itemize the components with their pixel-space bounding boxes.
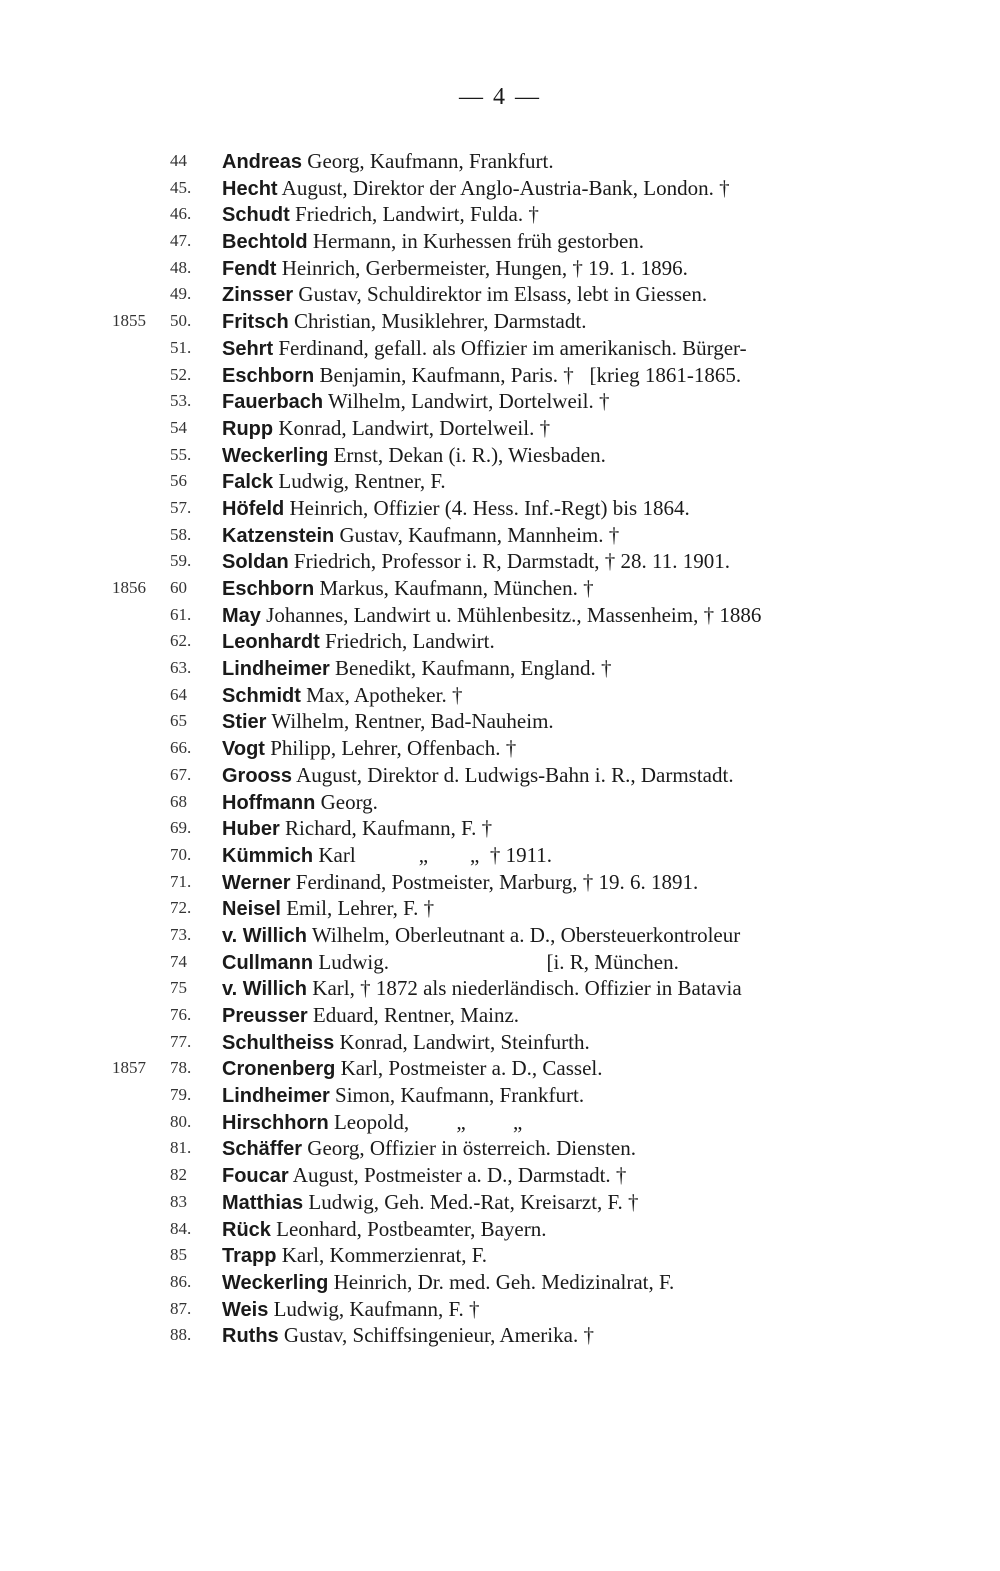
entry-text [222,362,741,390]
list-item [0,495,1000,522]
entry-details: Gustav, Schuldirektor im Elsass, lebt in Giessen. [293,282,708,307]
entry-text [222,228,644,256]
entry-details: Ferdinand, gefall. als Offizier im amerikanisch. Bürger- [273,335,747,360]
list-item [0,869,1000,896]
entry-details: Georg, Offizier in österreich. Diensten. [302,1136,636,1161]
entry-text [222,655,611,683]
entry-number: 68 [170,791,187,811]
entry-text [222,175,730,203]
entry-surname: Huber [222,818,280,841]
entry-details: Ludwig. [i. R, München. [313,949,679,974]
entry-number: 50. [170,311,192,331]
entry-details: Benedikt, Kaufmann, England. † [329,656,612,681]
entry-number: 74 [170,951,187,971]
entry-details: Georg, Kaufmann, Frankfurt. [302,149,554,173]
entry-text [222,335,747,363]
entry-surname: v. Willich [222,978,308,1001]
entry-number: 87. [170,1298,192,1318]
list-item [0,895,1000,922]
entry-details: Gustav, Schiffsingenieur, Amerika. † [278,1323,594,1348]
list-item [0,281,1000,308]
entry-details: Philipp, Lehrer, Offenbach. † [264,736,517,761]
entry-number: 62. [170,631,192,651]
entry-text [222,1135,636,1163]
entry-number: 70. [170,844,192,864]
list-item [0,415,1000,442]
list-item [0,548,1000,575]
entry-number: 63. [170,658,192,678]
entry-text [222,922,740,950]
entry-surname: Fauerbach [222,391,324,414]
entry-surname: Werner [222,871,291,894]
entry-number: 44 [170,151,187,170]
entry-details: Karl, Postmeister a. D., Cassel. [335,1056,603,1081]
entry-details: Johannes, Landwirt u. Mühlenbesitz., Massenheim, † 1886 [260,602,762,627]
entry-surname: May [222,604,261,627]
entry-details: August, Direktor der Anglo-Austria-Bank, London. † [277,175,730,200]
entry-surname: Schultheiss [222,1031,335,1054]
entry-number: 57. [170,497,192,517]
entry-number: 72. [170,898,192,918]
entry-surname: Stier [222,711,267,734]
entry-text [222,1189,639,1217]
entry-number: 85 [170,1245,187,1265]
entry-number: 81. [170,1138,192,1158]
entry-year: 1857 [112,1058,146,1078]
list-item [0,1109,1000,1136]
entry-text [222,148,554,176]
list-item [0,1322,1000,1349]
entry-details: Friedrich, Landwirt, Fulda. † [289,202,539,227]
list-item [0,1242,1000,1269]
entry-number: 64 [170,684,187,704]
entry-details: Heinrich, Offizier (4. Hess. Inf.-Regt) bis 1864. [284,495,690,520]
entry-details: Ferdinand, Postmeister, Marburg, † 19. 6. 1891. [290,869,699,894]
entry-details: Ludwig, Rentner, F. [273,469,446,494]
entry-details: Ludwig, Kaufmann, F. † [268,1296,480,1321]
entry-details: Heinrich, Gerbermeister, Hungen, † 19. 1. 1896. [276,255,688,280]
entry-number: 67. [170,764,192,784]
entry-surname: Eschborn [222,364,315,387]
entry-surname: Leonhardt [222,631,320,654]
entry-details: Eduard, Rentner, Mainz. [307,1003,520,1027]
entry-text [222,708,554,736]
entry-text [222,1269,674,1297]
entry-surname: Lindheimer [222,1085,330,1108]
entry-details: Emil, Lehrer, F. † [280,896,435,921]
entry-number: 73. [170,924,192,944]
list-item [0,655,1000,682]
entry-details: Ernst, Dekan (i. R.), Wiesbaden. [328,442,606,467]
entry-details: August, Postmeister a. D., Darmstadt. † [288,1163,627,1188]
list-item [0,148,1000,175]
entry-text [222,735,516,763]
entry-details: Simon, Kaufmann, Frankfurt. [329,1083,585,1108]
list-item [0,628,1000,655]
entry-surname: Foucar [222,1165,289,1188]
entry-details: Wilhelm, Oberleutnant a. D., Obersteuerkontroleur [307,922,741,947]
entry-text [222,495,690,523]
entry-number: 56 [170,471,187,491]
entry-number: 45. [170,177,192,197]
list-item [0,1296,1000,1323]
list-item [0,842,1000,869]
entry-details: Karl, Kommerzienrat, F. [276,1243,488,1268]
entry-details: Hermann, in Kurhessen früh gestorben. [307,229,645,254]
entry-surname: Weckerling [222,444,329,467]
entry-surname: Vogt [222,738,265,761]
entry-number: 79. [170,1085,192,1105]
entry-number: 86. [170,1271,192,1291]
entry-number: 78. [170,1058,192,1078]
list-item [0,575,1000,602]
entry-surname: Weis [222,1298,269,1321]
entry-details: Konrad, Landwirt, Steinfurth. [334,1029,590,1054]
entry-surname: Soldan [222,551,289,574]
list-item [0,362,1000,389]
entry-text [222,1109,522,1137]
entry-surname: Lindheimer [222,658,330,681]
entry-text [222,682,462,710]
list-item [0,922,1000,949]
entry-number: 65 [170,711,187,731]
entry-number: 76. [170,1005,192,1024]
entry-details: Ludwig, Geh. Med.-Rat, Kreisarzt, F. † [303,1189,639,1214]
entry-text [222,762,734,790]
entry-surname: Trapp [222,1245,277,1268]
entry-text [222,1162,626,1190]
entry-surname: Eschborn [222,578,315,600]
list-item [0,815,1000,842]
entry-text [222,308,586,336]
list-item [0,1082,1000,1109]
entry-surname: Schudt [222,204,290,227]
entry-number: 51. [170,337,192,357]
entry-text [222,602,761,630]
entry-number: 49. [170,284,192,304]
entry-surname: Höfeld [222,497,285,520]
entry-surname: Matthias [222,1191,304,1214]
entry-text [222,1082,584,1110]
entry-details: Leonhard, Postbeamter, Bayern. [270,1216,547,1241]
entry-surname: Grooss [222,764,293,787]
list-item [0,255,1000,282]
list-item [0,789,1000,816]
entry-number: 59. [170,551,192,571]
entry-text [222,522,619,550]
entry-text [222,1216,546,1244]
entry-surname: Rupp [222,417,274,440]
entry-text [222,468,446,496]
entry-surname: Schäffer [222,1138,303,1161]
entry-number: 83 [170,1191,187,1211]
entry-surname: Hoffmann [222,791,316,814]
entry-surname: Hirschhorn [222,1111,329,1134]
entry-surname: Katzenstein [222,524,335,547]
list-item [0,682,1000,709]
entry-number: 53. [170,391,192,411]
entry-number: 61. [170,604,192,624]
entry-surname: v. Willich [222,924,308,947]
entry-year: 1855 [112,311,146,331]
entry-surname: Fritsch [222,311,289,334]
entry-number: 48. [170,257,192,277]
list-item [0,388,1000,415]
list-item [0,468,1000,495]
entry-text [222,1296,480,1324]
entry-number: 52. [170,364,192,384]
entry-text [222,1242,487,1270]
list-item [0,1269,1000,1296]
entry-text [222,842,552,870]
entry-surname: Rück [222,1218,271,1241]
entry-text [222,255,688,283]
entry-details: Karl „ „ † 1911. [313,842,553,867]
entry-number: 84. [170,1218,192,1238]
entry-text [222,442,606,470]
entry-surname: Falck [222,471,274,494]
entry-details: Christian, Musiklehrer, Darmstadt. [288,309,587,334]
list-item [0,1002,1000,1029]
entry-details: Georg. [315,789,378,814]
entry-surname: Neisel [222,898,281,921]
entry-number: 55. [170,444,192,464]
entry-number: 71. [170,871,192,891]
entry-details: Gustav, Kaufmann, Mannheim. † [334,522,620,547]
entry-number: 80. [170,1111,192,1131]
entry-text [222,1002,519,1030]
entry-number: 77. [170,1031,192,1051]
list-item [0,949,1000,976]
entry-details: Markus, Kaufmann, München. † [314,576,594,600]
entry-text [222,895,434,923]
entry-text [222,1029,590,1057]
entry-text [222,815,492,843]
entry-list [0,148,1000,1349]
list-item [0,708,1000,735]
entry-text [222,1055,602,1083]
list-item [0,201,1000,228]
entry-number: 66. [170,738,192,758]
entry-details: Wilhelm, Rentner, Bad-Nauheim. [266,709,554,734]
entry-number: 46. [170,204,192,224]
list-item [0,1135,1000,1162]
entry-number: 82 [170,1165,187,1185]
list-item [0,522,1000,549]
entry-year: 1856 [112,578,146,597]
list-item [0,228,1000,255]
entry-details: Wilhelm, Landwirt, Dortelweil. † [323,389,610,414]
entry-details: Friedrich, Professor i. R, Darmstadt, † 28. 11. 1901. [288,549,731,574]
entry-details: Karl, † 1872 als niederländisch. Offizier in Batavia [307,976,742,1001]
entry-surname: Weckerling [222,1271,329,1294]
list-item [0,1029,1000,1056]
entry-text [222,949,679,977]
list-item [0,175,1000,202]
entry-text [222,548,730,576]
list-item [0,975,1000,1002]
entry-text [222,415,550,443]
entry-surname: Cronenberg [222,1058,336,1081]
entry-surname: Andreas [222,151,303,173]
list-item [0,442,1000,469]
list-item [0,602,1000,629]
entry-details: Benjamin, Kaufmann, Paris. † [krieg 1861-1865. [314,362,742,387]
entry-surname: Cullmann [222,951,314,974]
list-item [0,1055,1000,1082]
list-item [0,735,1000,762]
list-item [0,1216,1000,1243]
list-item [0,1189,1000,1216]
entry-number: 88. [170,1325,192,1345]
entry-surname: Schmidt [222,684,301,707]
entry-text [222,388,609,416]
entry-text [222,628,495,656]
list-item [0,762,1000,789]
entry-details: Leopold, „ „ [328,1109,523,1134]
list-item [0,308,1000,335]
entry-details: August, Direktor d. Ludwigs-Bahn i. R., Darmstadt. [292,762,734,787]
entry-surname: Fendt [222,257,277,280]
entry-text [222,575,594,603]
entry-number: 58. [170,524,192,544]
list-item [0,335,1000,362]
entry-surname: Preusser [222,1005,308,1027]
entry-number: 75 [170,978,187,998]
entry-details: Heinrich, Dr. med. Geh. Medizinalrat, F. [328,1269,675,1294]
entry-details: Richard, Kaufmann, F. † [279,816,493,841]
entry-details: Max, Apotheker. † [300,682,463,707]
entry-surname: Hecht [222,177,278,200]
list-item [0,1162,1000,1189]
entry-surname: Bechtold [222,231,308,254]
entry-number: 47. [170,231,192,251]
entry-text [222,201,539,229]
entry-surname: Zinsser [222,284,294,307]
entry-surname: Ruths [222,1325,279,1348]
entry-text [222,1322,594,1350]
entry-number: 69. [170,818,192,838]
entry-details: Friedrich, Landwirt. [319,629,495,654]
entry-number: 54 [170,417,187,437]
entry-number: 60 [170,578,187,597]
entry-surname: Kümmich [222,844,314,867]
entry-details: Konrad, Landwirt, Dortelweil. † [273,415,551,440]
entry-text [222,789,378,817]
entry-text [222,281,707,309]
page-number: — 4 — [459,84,541,110]
entry-surname: Sehrt [222,337,274,360]
entry-text [222,975,742,1003]
entry-text [222,869,698,897]
